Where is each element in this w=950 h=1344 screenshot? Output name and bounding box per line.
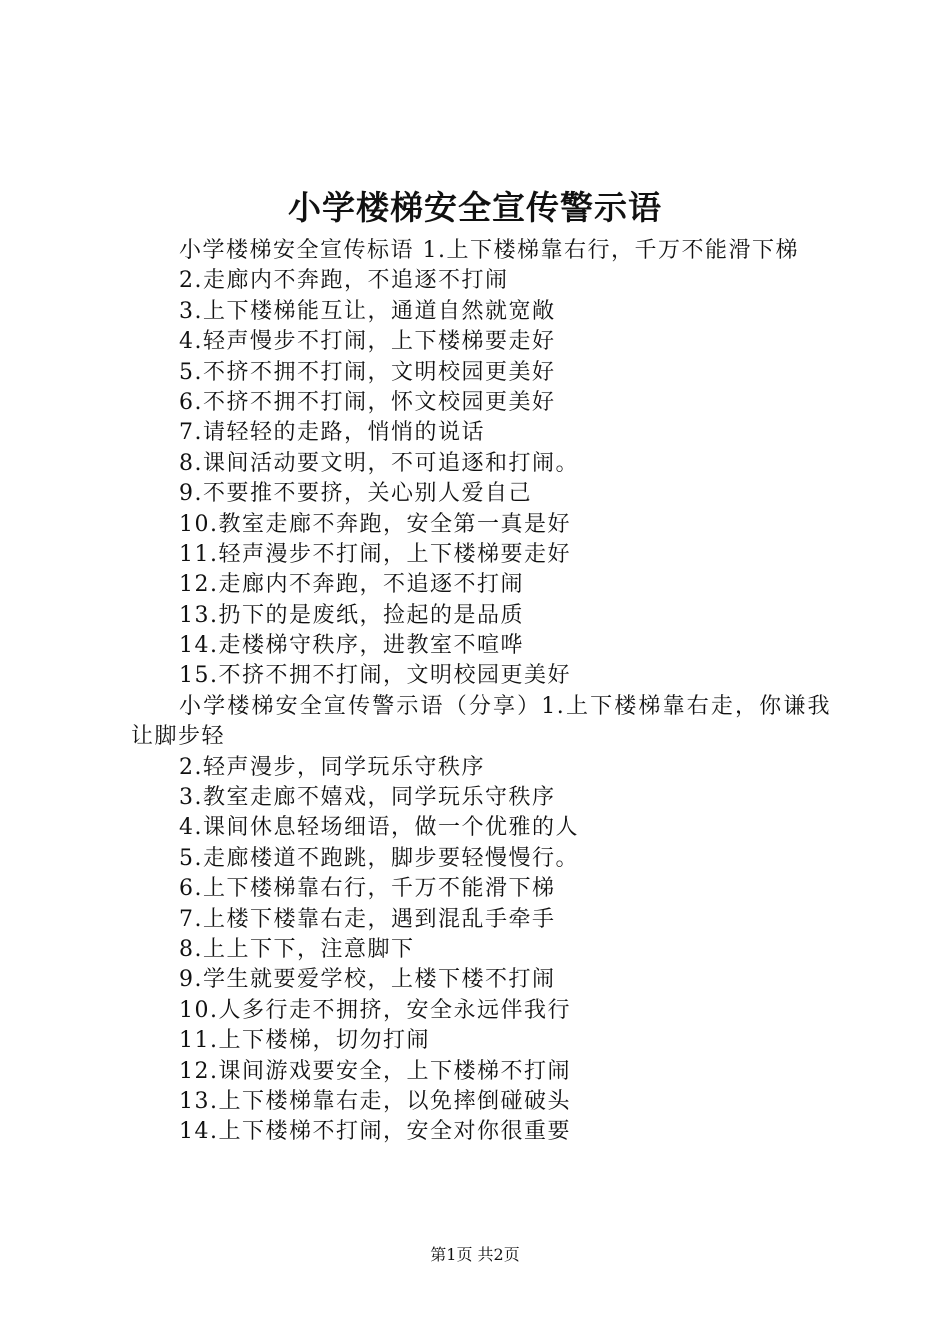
section1-list [131,266,831,691]
list-item: 10.人多行走不拥挤，安全永远伴我行 [179,997,571,1023]
list-item: 13.扔下的是废纸，捡起的是品质 [179,602,524,628]
list-item: 11.轻声漫步不打闹，上下楼梯要走好 [179,541,571,567]
section2-intro: 小学楼梯安全宣传警示语（分享）1.上下楼梯靠右走，你谦我让脚步轻 [131,693,831,750]
list-item: 10.教室走廊不奔跑，安全第一真是好 [179,511,571,537]
list-item: 14.上下楼梯不打闹，安全对你很重要 [179,1119,571,1145]
list-item: 13.上下楼梯靠右走，以免摔倒碰破头 [179,1088,571,1114]
list-item: 11.上下楼梯，切勿打闹 [179,1028,430,1054]
list-item: 6.上下楼梯靠右行，千万不能滑下梯 [179,876,556,902]
list-item: 3.教室走廊不嬉戏，同学玩乐守秩序 [179,785,556,811]
list-item: 2.轻声漫步，同学玩乐守秩序 [179,754,485,780]
list-item: 5.走廊楼道不跑跳，脚步要轻慢慢行。 [179,845,579,871]
list-item: 12.课间游戏要安全，上下楼梯不打闹 [179,1058,571,1084]
document-body [131,236,831,1148]
list-item: 5.不挤不拥不打闹，文明校园更美好 [179,359,556,385]
page-footer: 第1页 共2页 [430,1245,520,1264]
list-item: 12.走廊内不奔跑，不追逐不打闹 [179,572,524,598]
list-item: 4.课间休息轻场细语，做一个优雅的人 [179,815,579,841]
list-item: 14.走楼梯守秩序，进教室不喧哗 [179,633,524,659]
section1-intro: 小学楼梯安全宣传标语 1.上下楼梯靠右行，千万不能滑下梯 [179,238,799,263]
list-item: 3.上下楼梯能互让，通道自然就宽敞 [179,298,556,324]
list-item: 7.上楼下楼靠右走，遇到混乱手牵手 [179,906,556,932]
section2-list [131,753,831,1148]
list-item: 4.轻声慢步不打闹，上下楼梯要走好 [179,329,556,355]
list-item: 15.不挤不拥不打闹，文明校园更美好 [179,663,571,689]
list-item: 8.课间活动要文明，不可追逐和打闹。 [179,450,579,476]
list-item: 8.上上下下，注意脚下 [179,937,415,963]
list-item: 9.学生就要爱学校，上楼下楼不打闹 [179,967,556,993]
list-item: 6.不挤不拥不打闹，怀文校园更美好 [179,389,556,415]
list-item: 2.走廊内不奔跑，不追逐不打闹 [179,268,509,294]
list-item: 9.不要推不要挤，关心别人爱自己 [179,481,532,507]
document-title: 小学楼梯安全宣传警示语 [288,188,662,227]
list-item: 7.请轻轻的走路，悄悄的说话 [179,420,485,446]
